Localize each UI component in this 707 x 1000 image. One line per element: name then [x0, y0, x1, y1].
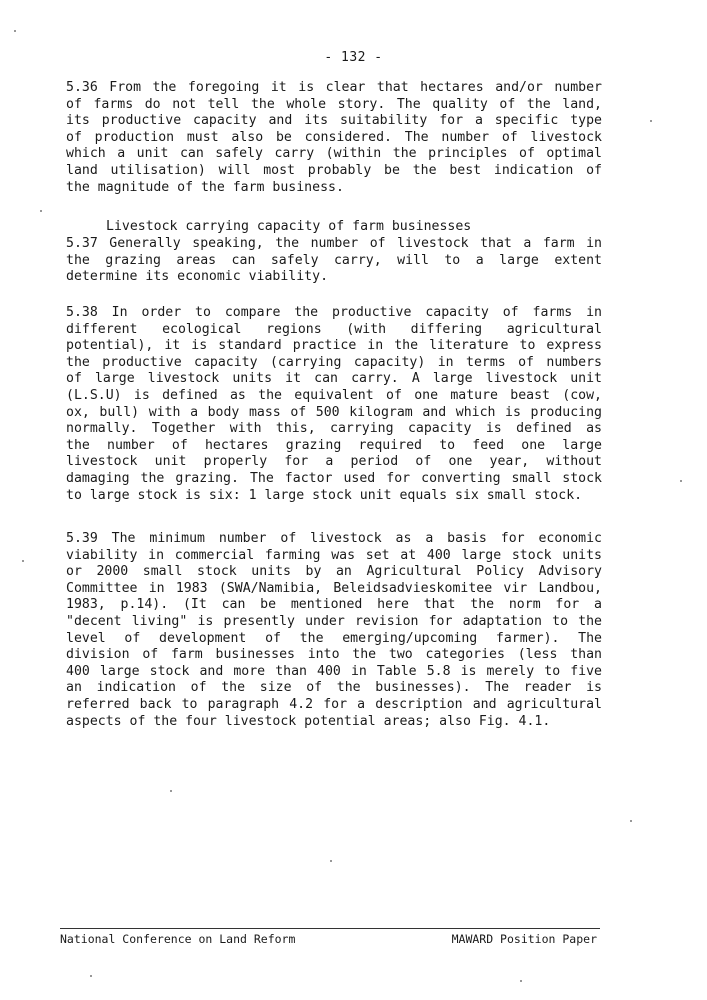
paragraph-line: division of farm businesses into the two categories (less than [66, 647, 602, 663]
scan-speck [22, 560, 24, 562]
paragraph-line: determine its economic viability. [66, 269, 329, 285]
scan-speck [14, 30, 16, 32]
scan-speck [90, 975, 92, 977]
page-number: - 132 - [324, 50, 383, 65]
paragraph-line: or 2000 small stock units by an Agricultural Policy Advisory [66, 564, 602, 580]
paragraph-line: aspects of the four livestock potential areas; also Fig. 4.1. [66, 713, 551, 729]
paragraph-line: of farms do not tell the whole story. The quality of the land, [66, 96, 602, 112]
section-heading: Livestock carrying capacity of farm businesses [106, 219, 472, 234]
paragraph-5-38 [66, 305, 602, 504]
paragraph-line: livestock unit properly for a period of one year, without [66, 454, 602, 470]
paragraph-line: the magnitude of the farm business. [66, 179, 344, 195]
scan-speck [40, 210, 42, 212]
paragraph-5-36 [66, 80, 602, 196]
scan-speck [680, 480, 682, 482]
scan-speck [520, 980, 522, 982]
scan-speck [650, 120, 652, 122]
paragraph-line: the number of hectares grazing required to feed one large [66, 437, 602, 453]
paragraph-line: viability in commercial farming was set at 400 large stock units [66, 547, 602, 563]
paragraph-line: 1983, p.14). (It can be mentioned here that the norm for a [66, 597, 602, 613]
paragraph-line: the grazing areas can safely carry, will to a large extent [66, 252, 602, 268]
footer-rule [60, 928, 600, 929]
paragraph-line: 5.39 The minimum number of livestock as a basis for economic [66, 531, 602, 546]
paragraph-line: 5.36 From the foregoing it is clear that hectares and/or number [66, 80, 602, 95]
scan-speck [170, 790, 172, 792]
paragraph-line: "decent living" is presently under revision for adaptation to the [66, 613, 602, 629]
paragraph-line: potential), it is standard practice in the literature to express [66, 338, 602, 354]
paragraph-line: referred back to paragraph 4.2 for a description and agricultural [66, 696, 602, 712]
paragraph-line: to large stock is six: 1 large stock unit equals six small stock. [66, 487, 583, 503]
paragraph-line: 5.38 In order to compare the productive capacity of farms in [66, 305, 602, 320]
paragraph-line: an indication of the size of the businesses). The reader is [66, 680, 602, 696]
paragraph-line: which a unit can safely carry (within the principles of optimal [66, 146, 602, 162]
paragraph-line: its productive capacity and its suitability for a specific type [66, 113, 602, 129]
footer-right-text: MAWARD Position Paper [451, 932, 597, 946]
paragraph-line: 5.37 Generally speaking, the number of livestock that a farm in [66, 236, 602, 251]
footer-left-text: National Conference on Land Reform [60, 932, 296, 946]
paragraph-line: level of development of the emerging/upcoming farmer). The [66, 630, 602, 646]
paragraph-line: normally. Together with this, carrying capacity is defined as [66, 421, 602, 437]
paragraph-line: different ecological regions (with differing agricultural [66, 321, 602, 337]
paragraph-line: 400 large stock and more than 400 in Table 5.8 is merely to five [66, 663, 602, 679]
paragraph-5-39 [66, 531, 602, 730]
paragraph-line: (L.S.U) is defined as the equivalent of one mature beast (cow, [66, 387, 602, 403]
paragraph-line: of large livestock units it can carry. A large livestock unit [66, 371, 602, 387]
paragraph-line: Committee in 1983 (SWA/Namibia, Beleidsadvieskomitee vir Landbou, [66, 580, 602, 596]
paragraph-5-37 [66, 236, 602, 286]
scan-speck [330, 860, 332, 862]
scan-speck [630, 820, 632, 822]
paragraph-line: damaging the grazing. The factor used for converting small stock [66, 470, 602, 486]
paragraph-line: the productive capacity (carrying capacity) in terms of numbers [66, 354, 602, 370]
paragraph-line: ox, bull) with a body mass of 500 kilogram and which is producing [66, 404, 602, 420]
paragraph-line: of production must also be considered. The number of livestock [66, 129, 602, 145]
paragraph-line: land utilisation) will most probably be the best indication of [66, 162, 602, 178]
